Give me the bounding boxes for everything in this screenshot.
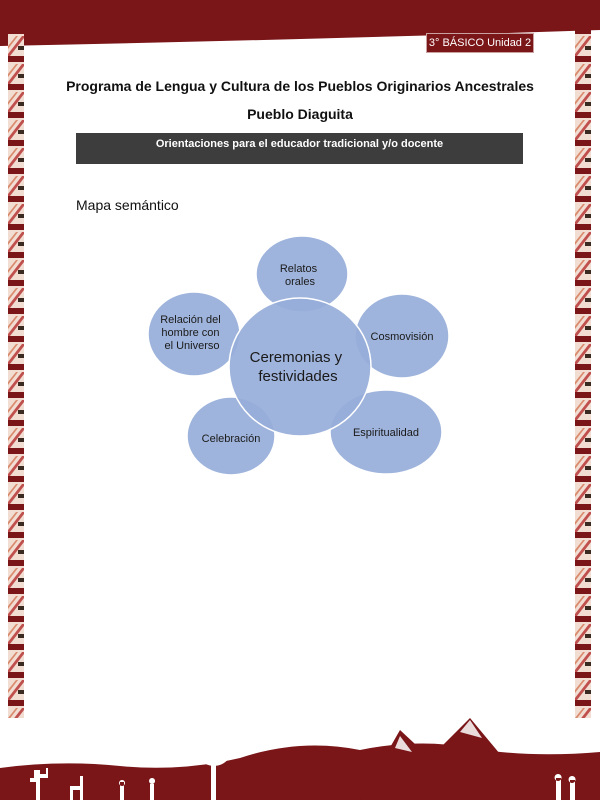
- center-circle: [229, 298, 371, 436]
- center-label-line-2: festividades: [258, 368, 338, 385]
- svg-text:Espiritualidad: [353, 427, 419, 439]
- program-title: Programa de Lengua y Cultura de los Pueblos Originarios Ancestrales: [66, 78, 534, 94]
- unit-badge: 3° BÁSICO Unidad 2: [426, 33, 534, 53]
- left-pattern-border: [8, 28, 24, 718]
- node-label-relatos-2: orales: [285, 276, 315, 288]
- orientation-bar: Orientaciones para el educador tradicional y/o docente: [76, 133, 523, 164]
- node-label-celebracion: Celebración: [201, 433, 261, 445]
- svg-text:Celebración: [202, 433, 261, 445]
- svg-text:Relatos orales: [280, 263, 320, 288]
- node-label-relacion-1: Relación del: [160, 314, 221, 326]
- people-subtitle: Pueblo Diaguita: [247, 106, 353, 122]
- semantic-map-diagram: [140, 235, 450, 480]
- section-heading: Mapa semántico: [76, 197, 179, 213]
- node-label-relacion-3: el Universo: [164, 340, 220, 352]
- right-pattern-border: [575, 28, 591, 718]
- bird-icon: [300, 728, 330, 740]
- svg-text:Relación del hombre con: [160, 314, 224, 352]
- node-label-espiritualidad: Espiritualidad: [352, 427, 420, 439]
- center-label-line-1: Ceremonias y: [249, 349, 343, 366]
- footer-landscape-band: [0, 708, 600, 800]
- node-label-relatos-1: Relatos: [279, 263, 318, 275]
- svg-text:Cosmovisión: [371, 331, 434, 343]
- node-label-cosmovision: Cosmovisión: [370, 331, 434, 343]
- node-label-relacion-2: hombre con: [161, 327, 220, 339]
